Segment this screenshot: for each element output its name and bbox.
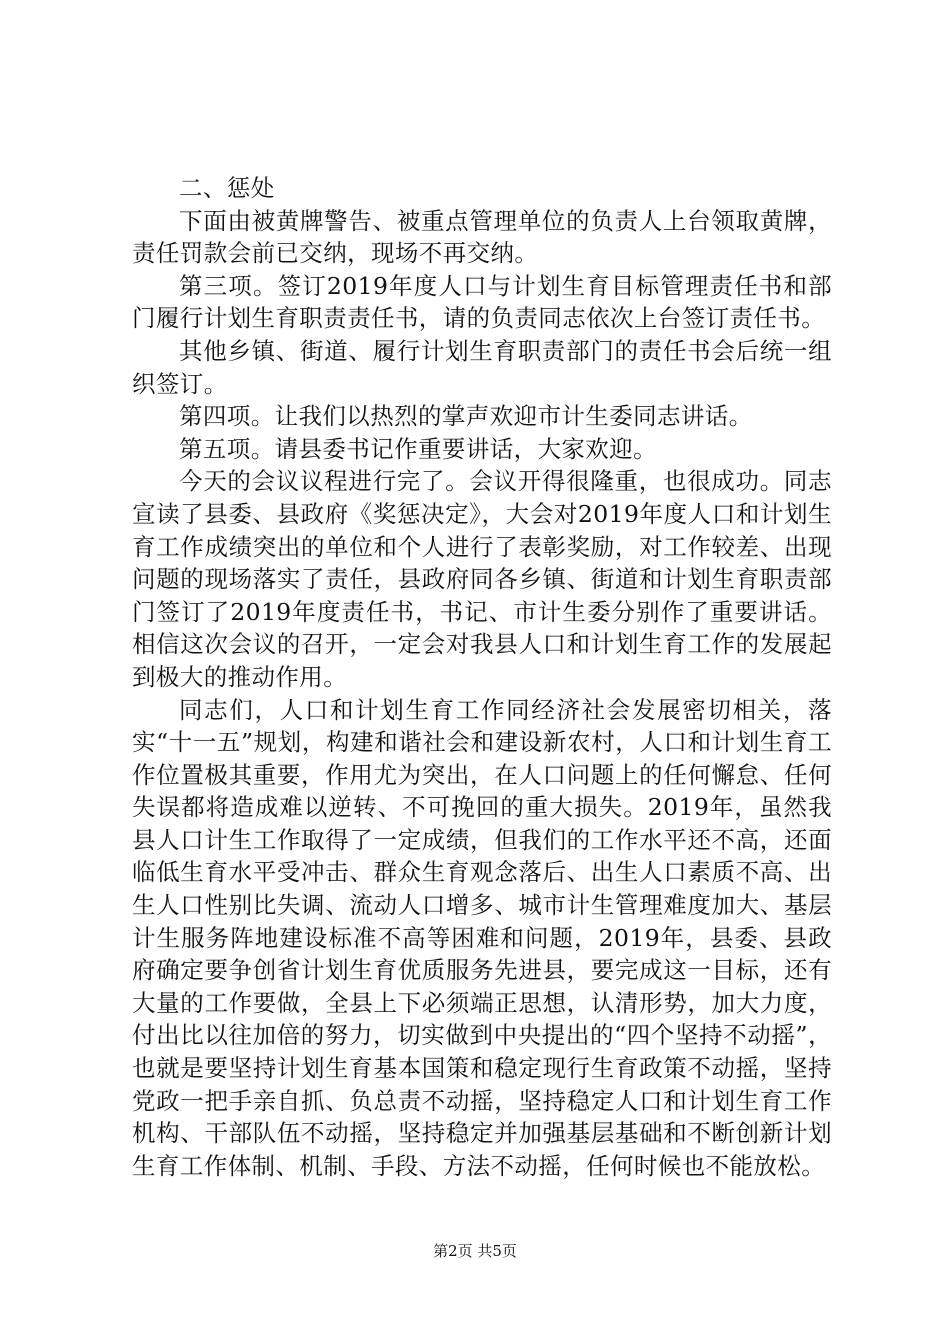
paragraph: 第三项。签订2019年度人口与计划生育目标管理责任书和部门履行计划生育职责责任书，请的负责同志依次上台签订责任书。 bbox=[132, 271, 832, 333]
section-heading: 二、惩处 bbox=[179, 174, 275, 202]
paragraph: 同志们，人口和计划生育工作同经济社会发展密切相关，落实“十一五”规划，构建和谐社会和建设新农村，人口和计划生育工作位置极其重要，作用尤为突出，在人口问题上的任何懈怠、任何失误都将造成难以逆转、不可挽回的重大损失。2019年，虽然我县人口计生工作取得了一定成绩，但我们的工作水平还不高，还面临低生育水平受冲击、群众生育观念落后、出生人口素质不高、出生人口性别比失调、流动人口增多、城市计生管理难度加大、基层计生服务阵地建设标准不高等困难和问题，2019年，县委、县政府确定要争创省计划生育优质服务先进县，要完成这一目标，还有大量的工作要做，全县上下必须端正思想，认清形势，加大力度，付出比以往加倍的努力，切实做到中央提出的“四个坚持不动摇”，也就是要坚持计划生育基本国策和稳定现行生育政策不动摇，坚持党政一把手亲自抓、负总责不动摇，坚持稳定人口和计划生育工作机构、干部队伍不动摇，坚持稳定并加强基层基础和不断创新计划生育工作体制、机制、手段、方法不动摇，任何时候也不能放松。 bbox=[132, 695, 832, 1180]
paragraph: 其他乡镇、街道、履行计划生育职责部门的责任书会后统一组织签订。 bbox=[132, 336, 832, 398]
paragraph: 今天的会议议程进行完了。会议开得很隆重，也很成功。同志宣读了县委、县政府《奖惩决定》，大会对2019年度人口和计划生育工作成绩突出的单位和个人进行了表彰奖励，对工作较差、出现问题的现场落实了责任，县政府同各乡镇、街道和计划生育职责部门签订了2019年度责任书，书记、市计生委分别作了重要讲话。相信这次会议的召开，一定会对我县人口和计划生育工作的发展起到极大的推动作用。 bbox=[132, 467, 832, 691]
paragraph: 下面由被黄牌警告、被重点管理单位的负责人上台领取黄牌，责任罚款会前已交纳，现场不再交纳。 bbox=[132, 206, 832, 268]
page-footer bbox=[0, 1240, 950, 1261]
page-number: 第2页 共5页 bbox=[433, 1242, 517, 1260]
document-body bbox=[132, 172, 832, 1182]
paragraph: 第五项。请县委书记作重要讲话，大家欢迎。 bbox=[179, 434, 657, 463]
paragraph: 第四项。让我们以热烈的掌声欢迎市计生委同志讲话。 bbox=[179, 402, 753, 431]
